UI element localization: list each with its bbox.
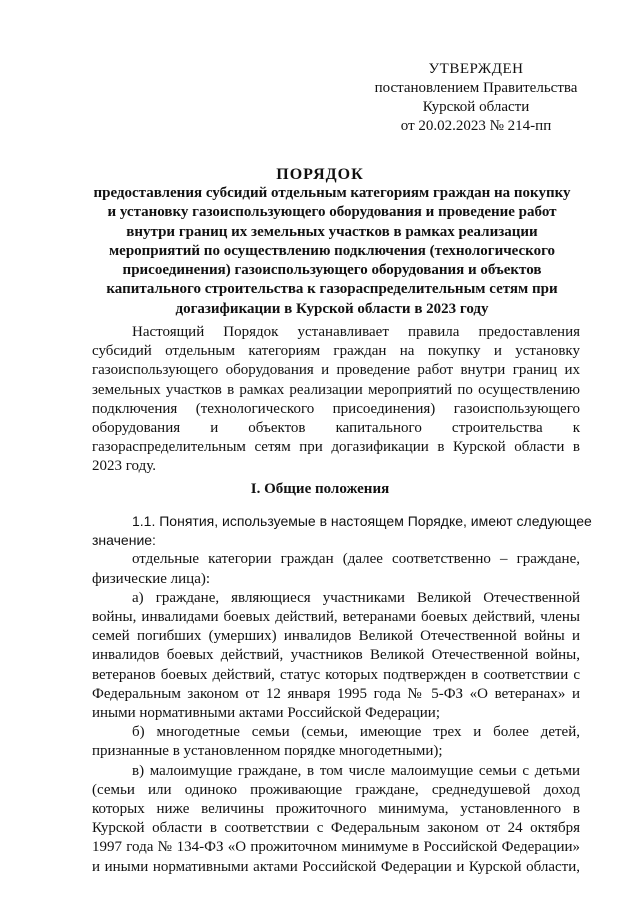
definition-line: физические лица): xyxy=(92,570,211,587)
item-a-line: ветеранов боевых действий, статус которых подтвержден в соответствии с xyxy=(92,666,580,683)
item-a-line: а) граждане, являющиеся участниками Великой Отечественной xyxy=(132,589,580,606)
subtitle-line: догазификации в Курской области в 2023 году xyxy=(175,300,489,317)
item-a-line: семей погибших (умерших) инвалидов Великой Отечественной войны и xyxy=(92,628,580,645)
definition-line: отдельные категории граждан (далее соответственно – граждане, xyxy=(132,551,580,568)
section-heading: I. Общие положения xyxy=(250,481,390,497)
item-v-line: 1997 года № 134-ФЗ «О прожиточном минимуме в Российской Федерации» xyxy=(92,839,580,856)
item-v-line: Курской области в соответствии с Федеральным законом от 24 октября xyxy=(92,820,580,837)
approval-label: УТВЕРЖДЕН xyxy=(428,61,524,77)
intro-paragraph xyxy=(92,323,580,477)
document-subtitle xyxy=(92,184,572,319)
item-v-line: (семьи или одиноко проживающие граждане, среднедушевой доход xyxy=(92,781,580,798)
approval-line-2: Курской области xyxy=(422,99,530,115)
section-body xyxy=(92,512,592,877)
subtitle-line: мероприятий по осуществлению подключения (технологического xyxy=(108,242,556,259)
subtitle-line: и установку газоиспользующего оборудования и проведение работ xyxy=(107,204,557,221)
subtitle-line: капитального строительства к газораспределительным сетям при xyxy=(106,281,558,298)
clause-1-1-line: 1.1. Понятия, используемые в настоящем Порядке, имеют следующее xyxy=(132,513,592,529)
item-a-line: инвалидов боевых действий, участников Великой Отечественной войны, xyxy=(92,647,580,664)
item-a-line: войны, инвалидами боевых действий, ветеранами боевых действий, члены xyxy=(92,609,580,626)
item-a-line: иными нормативными актами Российской Федерации; xyxy=(92,705,440,722)
document-title: ПОРЯДОК xyxy=(276,166,364,183)
approval-line-1: постановлением Правительства xyxy=(374,80,578,96)
item-v-line: в) малоимущие граждане, в том числе малоимущие семьи с детьми xyxy=(132,762,580,779)
subtitle-line: предоставления субсидий отдельным категориям граждан на покупку xyxy=(93,185,571,201)
approval-block xyxy=(365,60,587,136)
item-b-line: б) многодетные семьи (семьи, имеющие трех и более детей, xyxy=(132,724,580,741)
clause-1-1-line: значение: xyxy=(92,532,156,549)
intro-line: газораспределительным сетям при догазификации в Курской области в xyxy=(92,439,580,456)
intro-line: газоиспользующего оборудования и проведение работ внутри границ их xyxy=(92,362,580,379)
item-b-line: признанные в установленном порядке многодетными); xyxy=(92,743,443,760)
intro-line: земельных участков в рамках реализации мероприятий по осуществлению xyxy=(92,381,580,398)
item-v-line: и иными нормативными актами Российской Федерации и Курской области, xyxy=(92,858,580,875)
intro-line: 2023 году. xyxy=(92,458,156,475)
intro-line: подключения (технологического присоединения) газоиспользующего xyxy=(92,400,580,417)
item-v-line: которых ниже величины прожиточного минимума, установленного в xyxy=(92,801,580,818)
approval-line-3: от 20.02.2023 № 214-пп xyxy=(400,118,552,134)
intro-line: Настоящий Порядок устанавливает правила предоставления xyxy=(132,324,580,340)
subtitle-line: присоединения) газоиспользующего оборудования и объектов xyxy=(122,262,542,279)
subtitle-line: внутри границ их земельных участков в рамках реализации xyxy=(126,223,538,240)
intro-line: оборудования и объектов капитального строительства к xyxy=(92,420,580,437)
item-a-line: Федеральным законом от 12 января 1995 года № 5-ФЗ «О ветеранах» и xyxy=(92,685,580,702)
intro-line: субсидий отдельным категориям граждан на покупку и установку xyxy=(92,343,580,360)
